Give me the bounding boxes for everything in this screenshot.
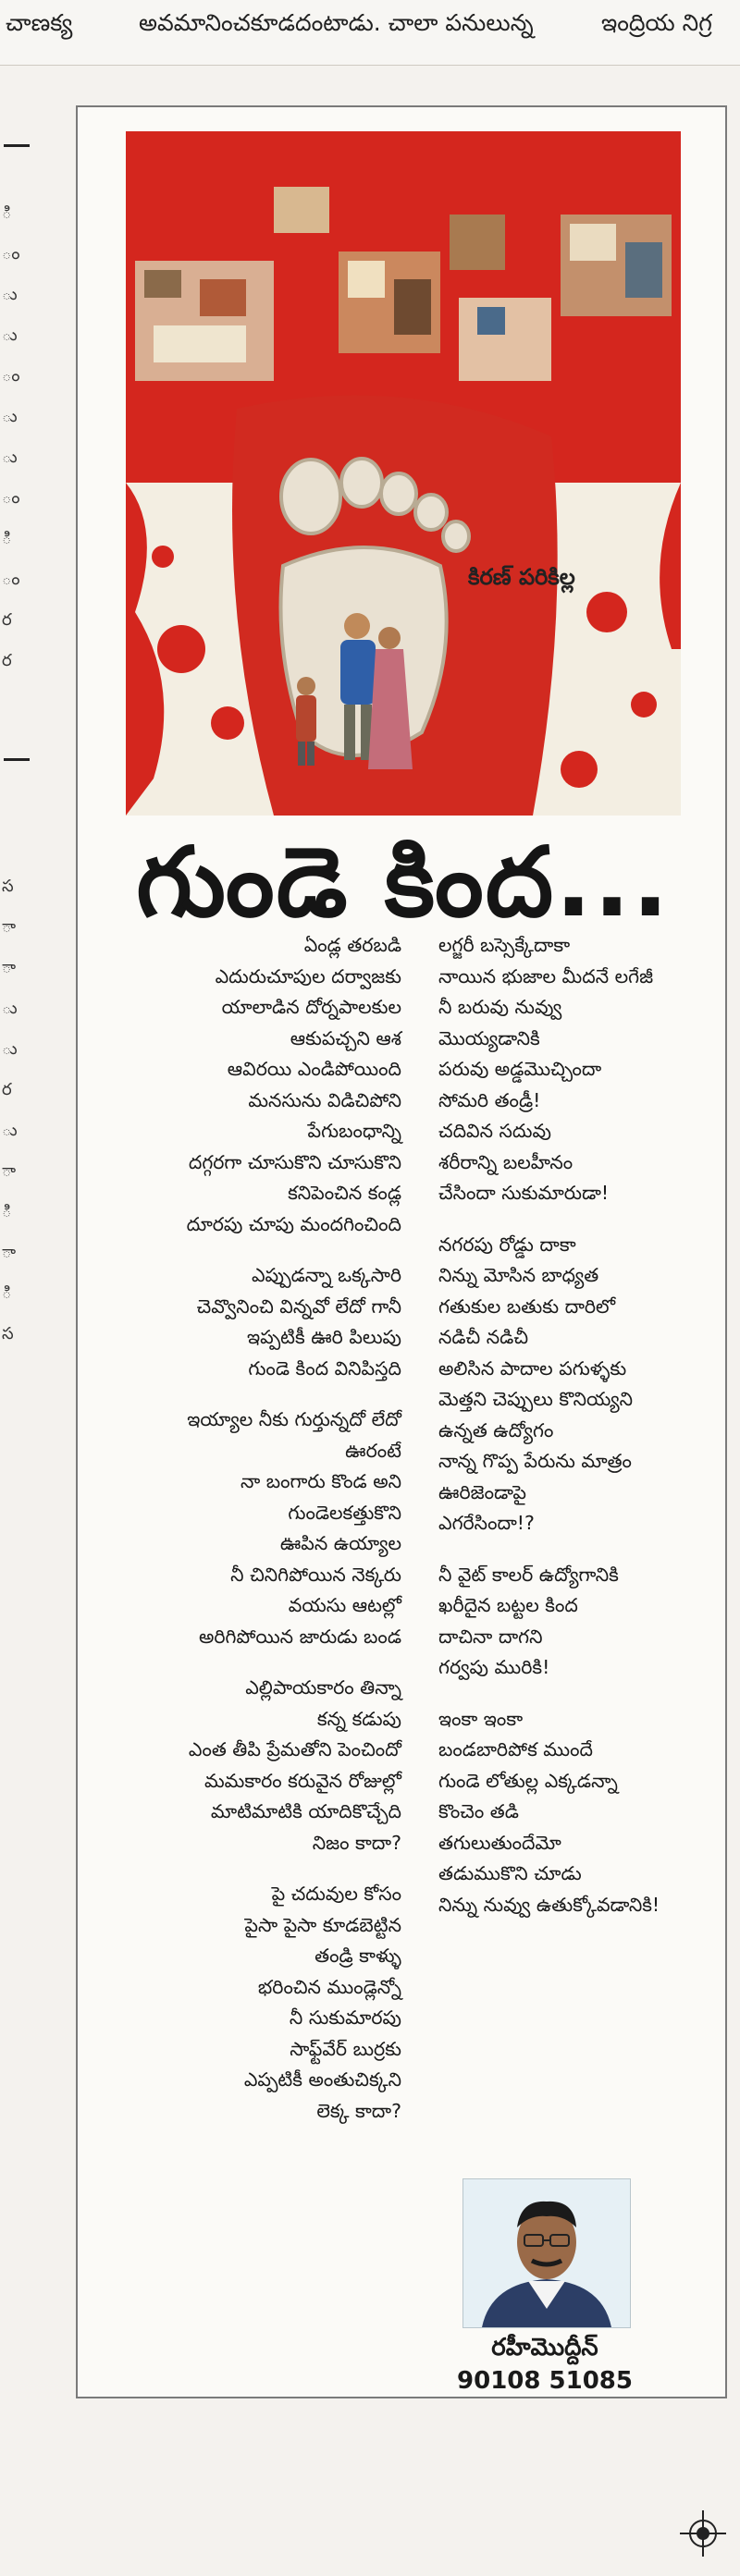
column-fragment: ర: [2, 610, 12, 630]
poem-line: లెక్క కాదా?: [316, 2099, 401, 2122]
poem-line: శరీరాన్ని బలహీనం: [438, 1150, 574, 1173]
poem-line: ఇప్పటికీ ఊరి పిలుపు: [247, 1326, 401, 1348]
poem-line: ఆవిరయి ఎండిపోయింది: [227, 1058, 401, 1080]
column-fragment: ం: [2, 366, 20, 386]
column-rule: [4, 144, 30, 147]
column-fragment: ా: [2, 1161, 17, 1181]
poem-line: అరిగిపోయిన జారుడు బండ: [198, 1625, 401, 1648]
column-fragment: ి: [2, 1202, 12, 1221]
column-fragment: ి: [2, 203, 12, 223]
poem-line: దాచినా దాగని: [438, 1625, 543, 1648]
poem-line: ఎంత తీపి ప్రేమతోని పెంచిందో: [188, 1738, 401, 1760]
poem-line: ఎల్లిపాయకారం తిన్నా: [245, 1676, 401, 1699]
poem-line: పరువు అడ్డమొచ్చిందా: [438, 1058, 602, 1080]
poem-line: బండబారిపోక ముందే: [438, 1738, 593, 1760]
header-fragment-left: చాణక్య: [6, 9, 73, 36]
poem-line: లగ్జరీ బస్సెక్కేదాకా: [438, 934, 571, 956]
poem-line: పై చదువుల కోసం: [271, 1883, 401, 1905]
header-fragment-right: ఇంద్రియ నిగ్ర: [601, 9, 712, 36]
poem-stanza: [438, 1560, 716, 1684]
poem-line: ఎదురుచూపుల దర్వాజకు: [215, 964, 401, 987]
poem-line: చెవ్వొనించి విన్నవో లేదో గానీ: [196, 1294, 401, 1318]
poem-article: [76, 105, 727, 2398]
poem-line: ఆకుపచ్చని ఆశ: [290, 1026, 401, 1049]
column-fragment: ా: [2, 1243, 17, 1262]
poem-line: యాలాడిన దోర్నపాలకుల: [221, 996, 401, 1018]
poem-line: నిజం కాదా?: [312, 1831, 401, 1854]
poem-line: నీ సుకుమారపు: [289, 2006, 401, 2029]
column-fragment: ు: [2, 448, 18, 467]
poem-line: ఏండ్ల తరబడి: [303, 934, 401, 956]
poem-line: తడుముకొని చూడు: [438, 1862, 582, 1884]
poem-stanza: [96, 1405, 401, 1652]
poem-line: ఊరంటే: [345, 1439, 401, 1462]
poem-line: నాయిన భుజాల మీదనే లగేజీ: [438, 964, 654, 987]
adjacent-column-fragments: [0, 92, 37, 2367]
column-fragment: ు: [2, 1121, 18, 1140]
poem-line: కొంచెం తడి: [438, 1800, 519, 1822]
column-fragment: ు: [2, 325, 18, 345]
poem-line: ఊరిజెండాపై: [438, 1480, 526, 1503]
poem-line: కన్న కడుపు: [316, 1707, 401, 1730]
poem-line: మనసును విడిచిపోని: [248, 1088, 401, 1111]
previous-article-strip: [0, 0, 740, 66]
poem-line: చదివిన సదువు: [438, 1120, 551, 1142]
poem-line: పేగుబంధాన్ని: [307, 1120, 401, 1142]
poem-line: గర్వపు మురికి!: [438, 1656, 550, 1678]
poem-stanza: [96, 930, 401, 1240]
column-fragment: ం: [2, 244, 20, 264]
footprint-painting: [126, 131, 681, 816]
poem-line: మమకారం కరువైన రోజుల్లో: [204, 1769, 401, 1792]
poem-stanza: [438, 1230, 716, 1539]
poem-line: సాఫ్ట్‌వేర్ బుర్రకు: [290, 2037, 401, 2060]
poem-line: మాటిమాటికి యాదికొచ్చేది: [210, 1800, 401, 1822]
poem-line: నడిచీ నడిచీ: [438, 1326, 529, 1348]
poem-line: గుండె కింద వినిపిస్తది: [248, 1356, 401, 1380]
column-fragment: ా: [2, 917, 17, 937]
column-fragment: ా: [2, 958, 17, 977]
poem-line: ఇయ్యాల నీకు గుర్తున్నదో లేదో: [187, 1408, 401, 1430]
author-phone: 90108 51085: [457, 2367, 633, 2395]
poem-line: గుండెలకత్తుకొని: [288, 1501, 401, 1524]
poem-line: నిన్ను నువ్వు ఉతుక్కోవడానికి!: [438, 1893, 660, 1916]
poem-line: గుండె లోతుల్ల ఎక్కడన్నా: [438, 1769, 618, 1792]
poem-line: ఎప్పుడన్నా ఒక్కసారి: [251, 1264, 401, 1286]
column-fragment: స: [2, 877, 14, 896]
column-fragment: ు: [2, 1039, 18, 1059]
column-fragment: ర: [2, 651, 12, 670]
poem-line: ఎగరేసిందా!?: [438, 1512, 535, 1534]
poem-line: మొయ్యడానికి: [438, 1026, 540, 1049]
column-fragment: ు: [2, 407, 18, 426]
poem-line: దగ్గరగా చూసుకొని చూసుకొని: [188, 1150, 401, 1173]
artist-signature: కిరణ్ పరికిల్ల: [468, 564, 575, 590]
poem-line: నీ చినిగిపోయిన నెక్కరు: [230, 1563, 401, 1586]
column-fragment: స: [2, 1324, 14, 1343]
column-fragment: ి: [2, 529, 12, 548]
poem-line: తగులుతుందేమో: [438, 1831, 561, 1854]
column-fragment: ర: [2, 1080, 12, 1099]
poem-line: నాన్న గొప్ప పేరును మాత్రం: [438, 1450, 632, 1472]
poem-line: మెత్తని చెప్పులు కొనియ్యని: [438, 1388, 633, 1410]
poem-line: నగరపు రోడ్డు దాకా: [438, 1233, 576, 1256]
poem-column-right: [438, 930, 716, 1941]
poem-title: గుండె కింద...: [136, 826, 671, 938]
poem-stanza: [438, 930, 716, 1209]
poem-line: పైసా పైసా కూడబెట్టిన: [244, 1913, 401, 1936]
poem-line: నా బంగారు కొండ అని: [240, 1470, 401, 1492]
header-fragment-center: అవమానించకూడదంటాడు. చాలా పనులున్న: [139, 9, 534, 36]
poem-line: వయసు ఆటల్లో: [288, 1594, 401, 1616]
column-rule: [4, 758, 30, 761]
poem-stanza: [96, 1673, 401, 1858]
poem-line: సోమరి తండ్రీ!: [438, 1088, 541, 1111]
poem-line: భరించిన ముండ్లెన్నో: [257, 1975, 401, 1998]
poem-line: ఊపిన ఉయ్యాల: [279, 1532, 401, 1554]
poem-line: తండ్రి కాళ్ళు: [314, 1944, 401, 1967]
poem-line: ఇంకా ఇంకా: [438, 1707, 524, 1730]
poem-line: చేసిందా సుకుమారుడా!: [438, 1182, 610, 1204]
cover-artwork: [126, 131, 681, 816]
poem-stanza: [438, 1704, 716, 1921]
poem-line: కనిపెంచిన కండ్ల: [288, 1182, 401, 1204]
poem-line: ఎప్పటికీ అంతుచిక్కని: [243, 2068, 401, 2091]
poem-column-left: [96, 930, 401, 2147]
poem-line: నిన్ను మోసిన బాధ్యత: [438, 1264, 599, 1286]
column-fragment: ి: [2, 1283, 12, 1303]
poem-line: ఉన్నత ఉద్యోగం: [438, 1418, 554, 1441]
column-fragment: ం: [2, 570, 20, 589]
author-portrait: [463, 2179, 630, 2327]
poem-line: అలిసిన పాదాల పగుళ్ళకు: [438, 1356, 627, 1380]
poem-line: గతుకుల బతుకు దారిలో: [438, 1294, 616, 1318]
poem-stanza: [96, 1260, 401, 1384]
column-fragment: ం: [2, 488, 20, 508]
author-photo: [462, 2178, 631, 2328]
registration-mark-icon: [680, 2510, 726, 2557]
poem-line: దూరపు చూపు మందగించింది: [186, 1212, 401, 1235]
poem-line: నీ వైట్ కాలర్ ఉద్యోగానికి: [438, 1563, 619, 1586]
poem-stanza: [96, 1879, 401, 2127]
poem-line: నీ బరువు నువ్వు: [438, 996, 562, 1018]
poem-line: ఖరీదైన బట్టల కింద: [438, 1594, 578, 1616]
column-fragment: ు: [2, 285, 18, 304]
author-name: రహీమొద్దీన్: [491, 2334, 598, 2361]
column-fragment: ు: [2, 999, 18, 1018]
